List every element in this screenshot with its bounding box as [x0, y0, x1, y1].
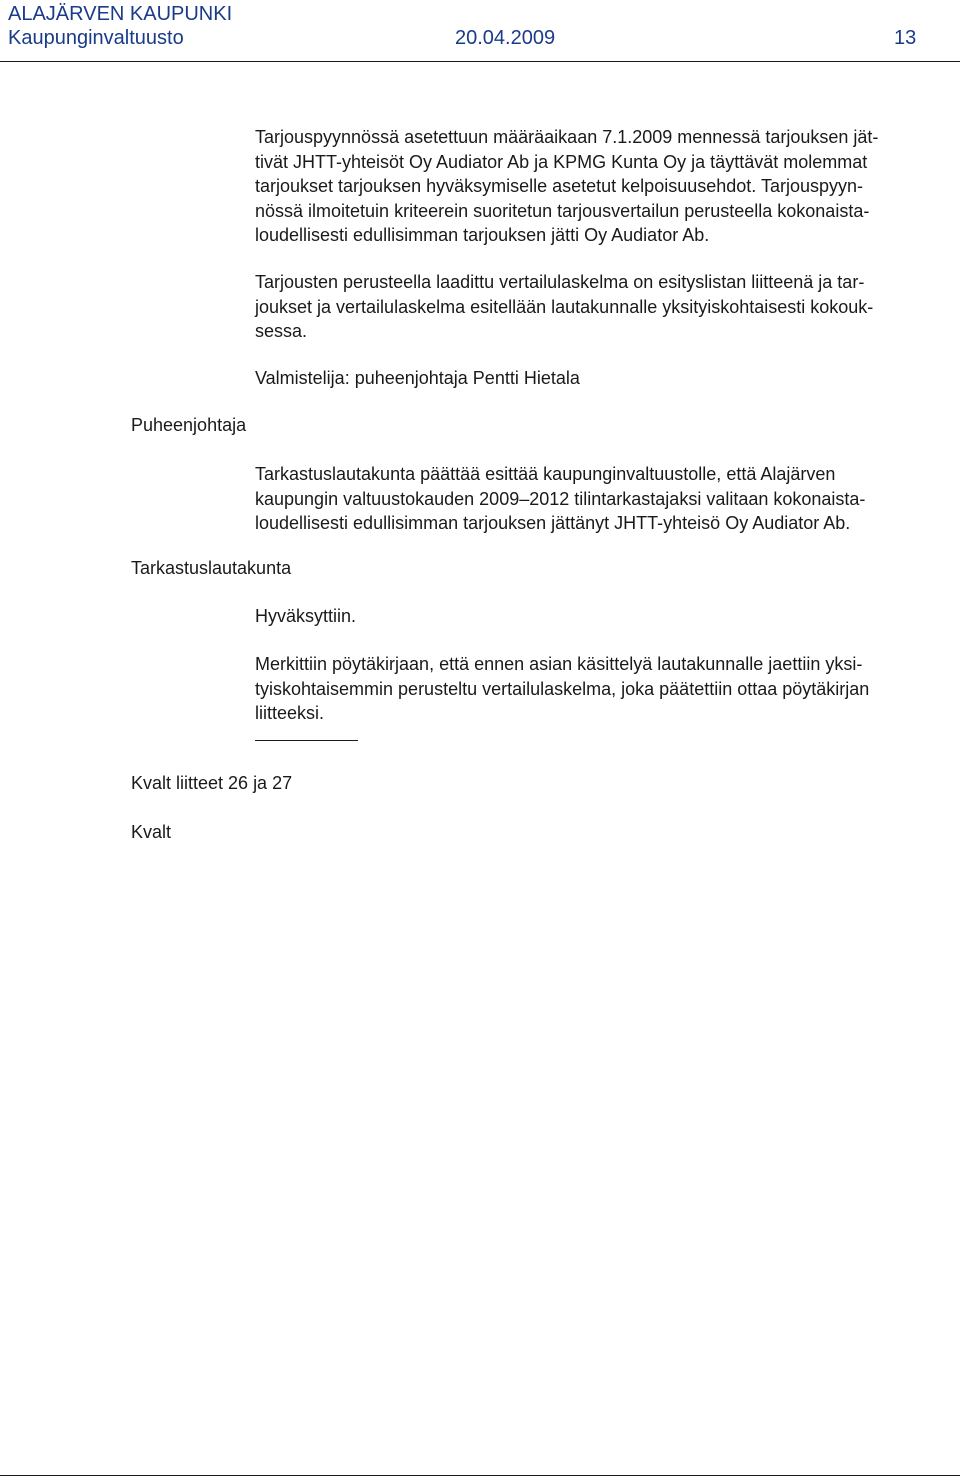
side-label-chair: Puheenjohtaja [131, 415, 247, 435]
section-end-rule [255, 740, 358, 741]
side-label-board: Tarkastuslautakunta [131, 558, 292, 578]
header-city: ALAJÄRVEN KAUPUNKI [8, 3, 233, 25]
header-date: 20.04.2009 [455, 27, 556, 49]
header-divider [0, 61, 960, 62]
preparer-line: Valmistelija: puheenjohtaja Pentti Hietala [255, 368, 580, 388]
side-label-attachments: Kvalt liitteet 26 ja 27 [131, 773, 293, 793]
header-page-number: 13 [894, 27, 917, 49]
header-body: Kaupunginvaltuusto [8, 27, 184, 49]
paragraph-note: Merkittiin pöytäkirjaan, että ennen asian käsittelyä lautakunnalle jaettiin yksi- tyiskohtaisemmin perusteltu vertailulaskelma, joka päätettiin ottaa pöytäkirjan liitteeksi. [255, 654, 870, 723]
side-label-council: Kvalt [131, 822, 172, 842]
paragraph-proposal: Tarkastuslautakunta päättää esittää kaupunginvaltuustolle, että Alajärven kaupungin valtuustokauden 2009–2012 tilintarkastajaksi valitaan kokonaista- loudellisesti edullisimman tarjouksen jättänyt JHTT-yhteisö Oy Audiator Ab. [255, 464, 866, 533]
paragraph-tender-results: Tarjouspyynnössä asetettuun määräaikaan 7.1.2009 mennessä tarjouksen jät- tivät JHTT-yhteisöt Oy Audiator Ab ja KPMG Kunta Oy ja täyttävät molemmat tarjoukset tarjouksen hyväksymiselle asetetut kelpoisuusehdot. Tarjouspyyn- nössä ilmoitetuin kriteerein suoritetun tarjousvertailun perusteella kokonaista- loudellisesti edullisimman tarjouksen jätti Oy Audiator Ab. [255, 127, 879, 245]
decision-approved: Hyväksyttiin. [255, 606, 357, 626]
paragraph-comparison: Tarjousten perusteella laadittu vertailulaskelma on esityslistan liitteenä ja tar- joukset ja vertailulaskelma esitellään lautakunnalle yksityiskohtaisesti kokouk- sessa. [255, 272, 874, 341]
footer-divider [0, 1475, 960, 1476]
